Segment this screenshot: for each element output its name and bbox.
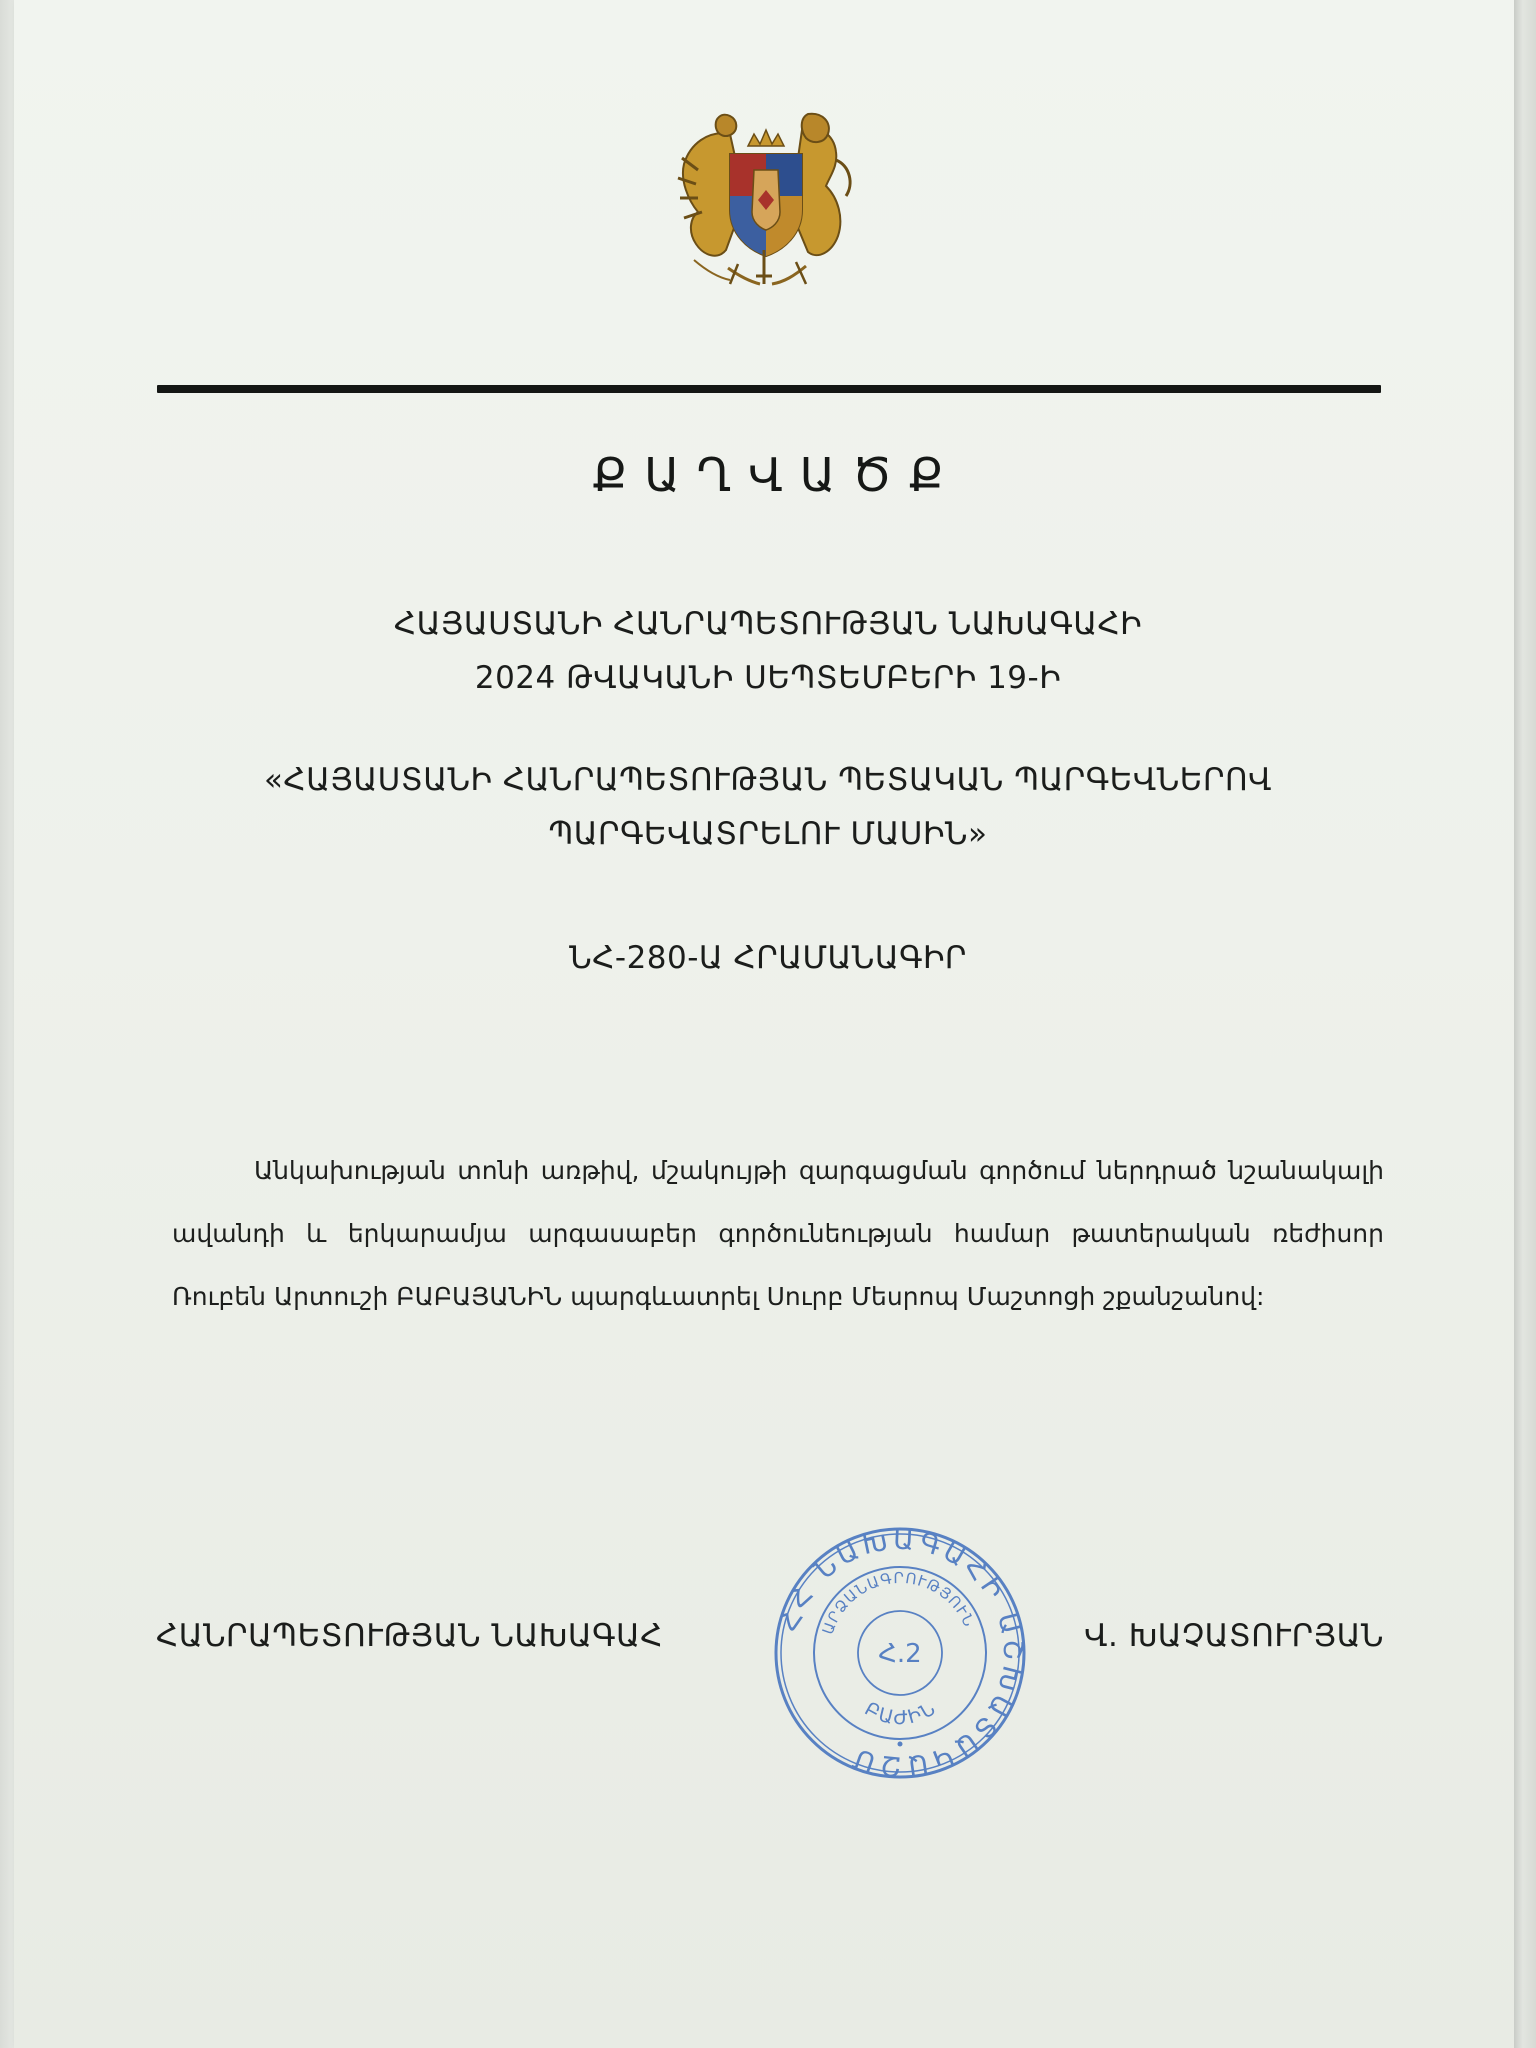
decree-number: ՆՀ-280-Ա ՀՐԱՄԱՆԱԳԻՐ <box>569 940 967 976</box>
document-title: ՔԱՂՎԱԾՔ <box>592 448 961 502</box>
document-sheet <box>14 0 1514 2048</box>
official-seal-stamp <box>772 1522 1028 1784</box>
signatory-title: ՀԱՆՐԱՊԵՏՈՒԹՅԱՆ ՆԱԽԱԳԱՀ <box>156 1618 663 1654</box>
stamp-outer-text: ՀՀ ՆԱԽԱԳԱՀԻ ԱՇԽԱՏԱԿԱԶՄ <box>774 1524 1028 1782</box>
page-edge-shadow <box>1514 0 1536 2048</box>
stamp-inner-top-text: ԱՐՁԱՆԱԳՐՈՒԹՅՈՒՆ <box>818 1568 979 1637</box>
subject-line-2: ՊԱՐԳԵՎԱՏՐԵԼՈՒ ՄԱՍԻՆ» <box>548 816 988 852</box>
signatory-name: Վ. ԽԱՉԱՏՈՒՐՅԱՆ <box>1084 1618 1384 1654</box>
decree-body-text: Անկախության տոնի առթիվ, մշակույթի զարգացման գործում ներդրած նշանակալի ավանդի և երկարամյա արգասաբեր գործունեության համար թատերական ռեժիսոր Ռուբեն Արտուշի ԲԱԲԱՅԱՆԻՆ պարգևատրել Սուրբ Մեսրոպ Մաշտոցի շքանշանով: <box>172 1156 1384 1311</box>
heading-line-1: ՀԱՅԱՍՏԱՆԻ ՀԱՆՐԱՊԵՏՈՒԹՅԱՆ ՆԱԽԱԳԱՀԻ <box>393 606 1143 642</box>
stamp-center-text: Հ.2 <box>878 1639 922 1669</box>
header-rule <box>157 385 1381 393</box>
stamp-inner-bottom-text: ԲԱԺԻՆ <box>860 1696 941 1730</box>
heading-line-2: 2024 ԹՎԱԿԱՆԻ ՍԵՊՏԵՄԲԵՐԻ 19-Ի <box>474 660 1062 696</box>
subject-line-1: «ՀԱՅԱՍՏԱՆԻ ՀԱՆՐԱՊԵՏՈՒԹՅԱՆ ՊԵՏԱԿԱՆ ՊԱՐԳԵՎՆԵՐՈՎ <box>263 762 1273 798</box>
coat-of-arms-emblem <box>668 100 864 290</box>
